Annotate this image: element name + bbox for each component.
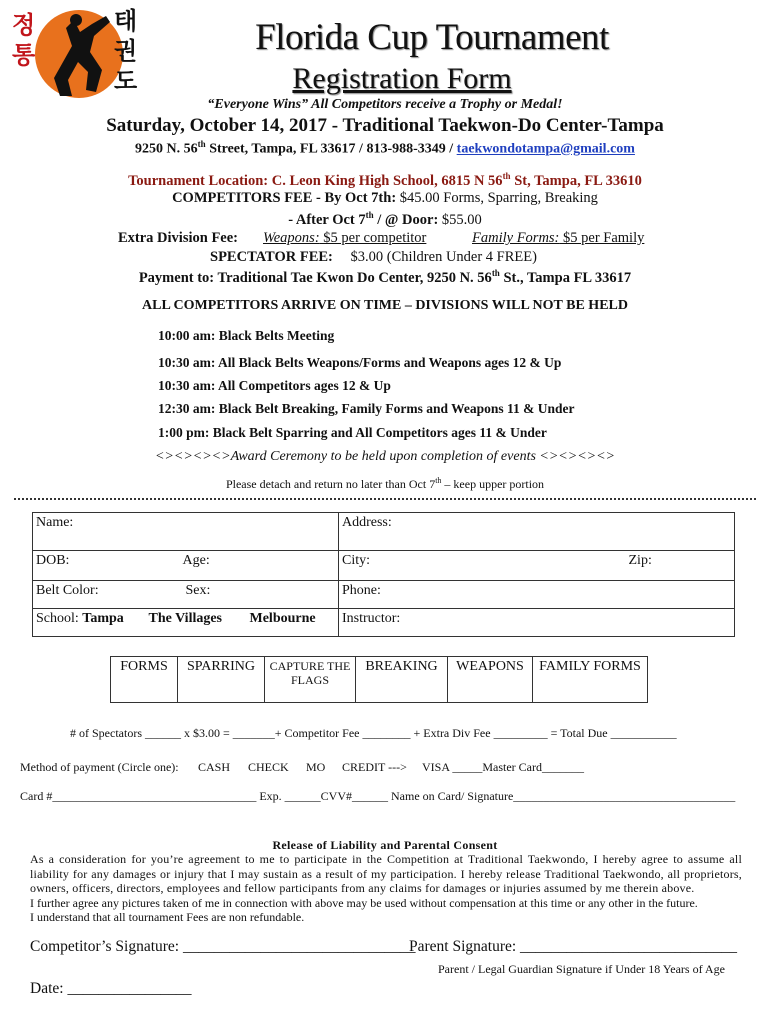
category-weapons[interactable]: WEAPONS bbox=[448, 657, 533, 703]
card-line[interactable]: Card #__________________________________ Exp. ______CVV#______ Name on Card/ Signature_____________________________________ bbox=[20, 789, 736, 803]
address-suffix: Street, Tampa, FL 33617 / 813-988-3349 / bbox=[205, 141, 457, 157]
logo-left-text: 정통 bbox=[12, 11, 36, 69]
dob-label: DOB: bbox=[36, 553, 70, 568]
logo-right-text: 태권도 bbox=[114, 7, 138, 95]
detach-sup: th bbox=[435, 476, 442, 485]
weapons-label: Weapons: bbox=[263, 230, 320, 246]
name-label: Name: bbox=[36, 515, 74, 530]
spectator-fee-line bbox=[210, 249, 537, 266]
arrive-notice: ALL COMPETITORS ARRIVE ON TIME – DIVISIONS WILL NOT BE HELD bbox=[142, 298, 628, 313]
email-link[interactable]: taekwondotampa@gmail.com bbox=[456, 141, 635, 157]
schedule-item: 10:30 am: All Competitors ages 12 & Up bbox=[158, 378, 391, 393]
name-field[interactable] bbox=[33, 513, 339, 551]
page-subtitle: Registration Form bbox=[292, 62, 512, 95]
address-sup: th bbox=[197, 139, 206, 149]
instructor-field[interactable] bbox=[339, 609, 735, 637]
spectator-label: SPECTATOR FEE: bbox=[210, 249, 333, 265]
schedule-item: 1:00 pm: Black Belt Sparring and All Competitors ages 11 & Under bbox=[158, 425, 547, 440]
school-label: School: bbox=[36, 611, 79, 626]
sex-label: Sex: bbox=[185, 583, 211, 598]
payment-sup: th bbox=[491, 268, 500, 278]
location-sup: th bbox=[502, 171, 511, 181]
category-family-forms[interactable]: FAMILY FORMS bbox=[533, 657, 648, 703]
comp-fee-value: $45.00 Forms, Sparring, Breaking bbox=[396, 190, 598, 206]
payment-visa-mastercard[interactable]: VISA _____Master Card_______ bbox=[422, 760, 584, 774]
schedule-item: 12:30 am: Black Belt Breaking, Family Forms and Weapons 11 & Under bbox=[158, 401, 575, 416]
school-option-tampa[interactable]: Tampa bbox=[82, 611, 124, 626]
payment-cash[interactable]: CASH bbox=[198, 760, 231, 774]
tagline: “Everyone Wins” All Competitors receive a Trophy or Medal! bbox=[207, 97, 563, 112]
weapons-value: $5 per competitor bbox=[319, 230, 427, 246]
location-suffix: St, Tampa, FL 33610 bbox=[510, 172, 642, 189]
category-sparring[interactable]: SPARRING bbox=[178, 657, 265, 703]
family-label: Family Forms: bbox=[472, 230, 560, 246]
payment-credit[interactable]: CREDIT ---> bbox=[342, 760, 407, 774]
tournament-location bbox=[0, 171, 770, 190]
address-prefix: 9250 N. 56 bbox=[135, 141, 198, 157]
after-label-pre: - After Oct 7 bbox=[288, 211, 366, 228]
phone-label: Phone: bbox=[342, 583, 381, 598]
parent-signature-note: Parent / Legal Guardian Signature if Under 18 Years of Age bbox=[438, 962, 725, 976]
category-forms[interactable]: FORMS bbox=[111, 657, 178, 703]
family-fee bbox=[472, 230, 644, 247]
school-logo bbox=[14, 6, 144, 102]
cut-line bbox=[14, 498, 756, 500]
after-fee-line bbox=[0, 210, 770, 229]
age-label: Age: bbox=[182, 553, 210, 568]
contact-line bbox=[0, 139, 770, 158]
payment-method-label: Method of payment (Circle one): bbox=[20, 760, 179, 774]
comp-fee-label: COMPETITORS FEE - By Oct 7th: bbox=[172, 190, 397, 206]
payment-post: St., Tampa FL 33617 bbox=[499, 269, 632, 286]
release-paragraph-1: As a consideration for you’re agreement to me to participate in the Competition at Traditional Taekwondo, I hereby agree to assume all liability for any damages or injury that I may sustain as a result of my participation. I hereby release Traditional Taekwondo, all proprietors, owners, officers, directors, employees and fellow participants from any claims for damages or injuries assumed by me therein above. bbox=[30, 852, 742, 895]
totals-line[interactable]: # of Spectators ______ x $3.00 = _______+ Competitor Fee ________ + Extra Div Fee _________ = Total Due ___________ bbox=[70, 726, 677, 740]
payment-mo[interactable]: MO bbox=[306, 760, 326, 774]
schedule-item: 10:30 am: All Black Belts Weapons/Forms and Weapons ages 12 & Up bbox=[158, 355, 562, 370]
release-title: Release of Liability and Parental Consent bbox=[272, 838, 498, 852]
extra-fee-label bbox=[118, 230, 238, 247]
schedule-item: 10:00 am: Black Belts Meeting bbox=[158, 328, 335, 343]
release-paragraph-3: I understand that all tournament Fees are non refundable. bbox=[30, 910, 305, 924]
school-field[interactable] bbox=[33, 609, 339, 637]
city-label: City: bbox=[342, 553, 371, 568]
page-title: Florida Cup Tournament bbox=[255, 17, 609, 58]
payment-pre: Payment to: Traditional Tae Kwon Do Center, 9250 N. 56 bbox=[138, 269, 492, 286]
instructor-label: Instructor: bbox=[342, 611, 401, 626]
detach-post: – keep upper portion bbox=[441, 477, 545, 491]
extra-label: Extra Division Fee: bbox=[118, 230, 239, 246]
event-date-line: Saturday, October 14, 2017 - Traditional Taekwon-Do Center-Tampa bbox=[106, 115, 664, 136]
family-value: $5 per Family bbox=[559, 230, 645, 246]
city-zip-field[interactable] bbox=[339, 551, 735, 581]
after-label-post: / @ Door: bbox=[373, 211, 439, 228]
dob-age-field[interactable] bbox=[33, 551, 339, 581]
belt-label: Belt Color: bbox=[36, 583, 99, 598]
weapons-fee bbox=[263, 230, 426, 247]
after-sup: th bbox=[365, 210, 374, 220]
award-ceremony: <><><><>Award Ceremony to be held upon completion of events <><><><> bbox=[154, 449, 615, 464]
belt-sex-field[interactable] bbox=[33, 581, 339, 609]
address-label: Address: bbox=[342, 515, 392, 530]
detach-note bbox=[0, 476, 770, 492]
category-capture-the-flags[interactable]: CAPTURE THE FLAGS bbox=[265, 657, 356, 703]
competitor-signature[interactable]: Competitor’s Signature: ______________________________ bbox=[30, 938, 416, 955]
category-breaking[interactable]: BREAKING bbox=[356, 657, 448, 703]
categories-table bbox=[110, 656, 648, 703]
payment-method-line bbox=[20, 760, 740, 775]
parent-signature[interactable]: Parent Signature: ____________________________ bbox=[409, 938, 738, 955]
location-prefix: Tournament Location: C. Leon King High School, 6815 N 56 bbox=[128, 172, 503, 189]
detach-pre: Please detach and return no later than Oct 7 bbox=[225, 477, 436, 491]
release-paragraph-2: I further agree any pictures taken of me in connection with above may be used without compensation at this time or any other in the future. bbox=[30, 896, 698, 910]
payment-check[interactable]: CHECK bbox=[248, 760, 289, 774]
competitor-fee-line bbox=[0, 190, 770, 207]
zip-label: Zip: bbox=[628, 553, 652, 568]
school-option-melbourne[interactable]: Melbourne bbox=[249, 611, 316, 626]
spectator-value: $3.00 (Children Under 4 FREE) bbox=[350, 249, 537, 265]
date-field[interactable]: Date: ________________ bbox=[30, 980, 192, 997]
school-option-villages[interactable]: The Villages bbox=[148, 611, 223, 626]
payment-to-line bbox=[0, 268, 770, 287]
phone-field[interactable] bbox=[339, 581, 735, 609]
address-field[interactable] bbox=[339, 513, 735, 551]
registration-table bbox=[32, 512, 735, 637]
after-value: $55.00 bbox=[438, 211, 482, 228]
